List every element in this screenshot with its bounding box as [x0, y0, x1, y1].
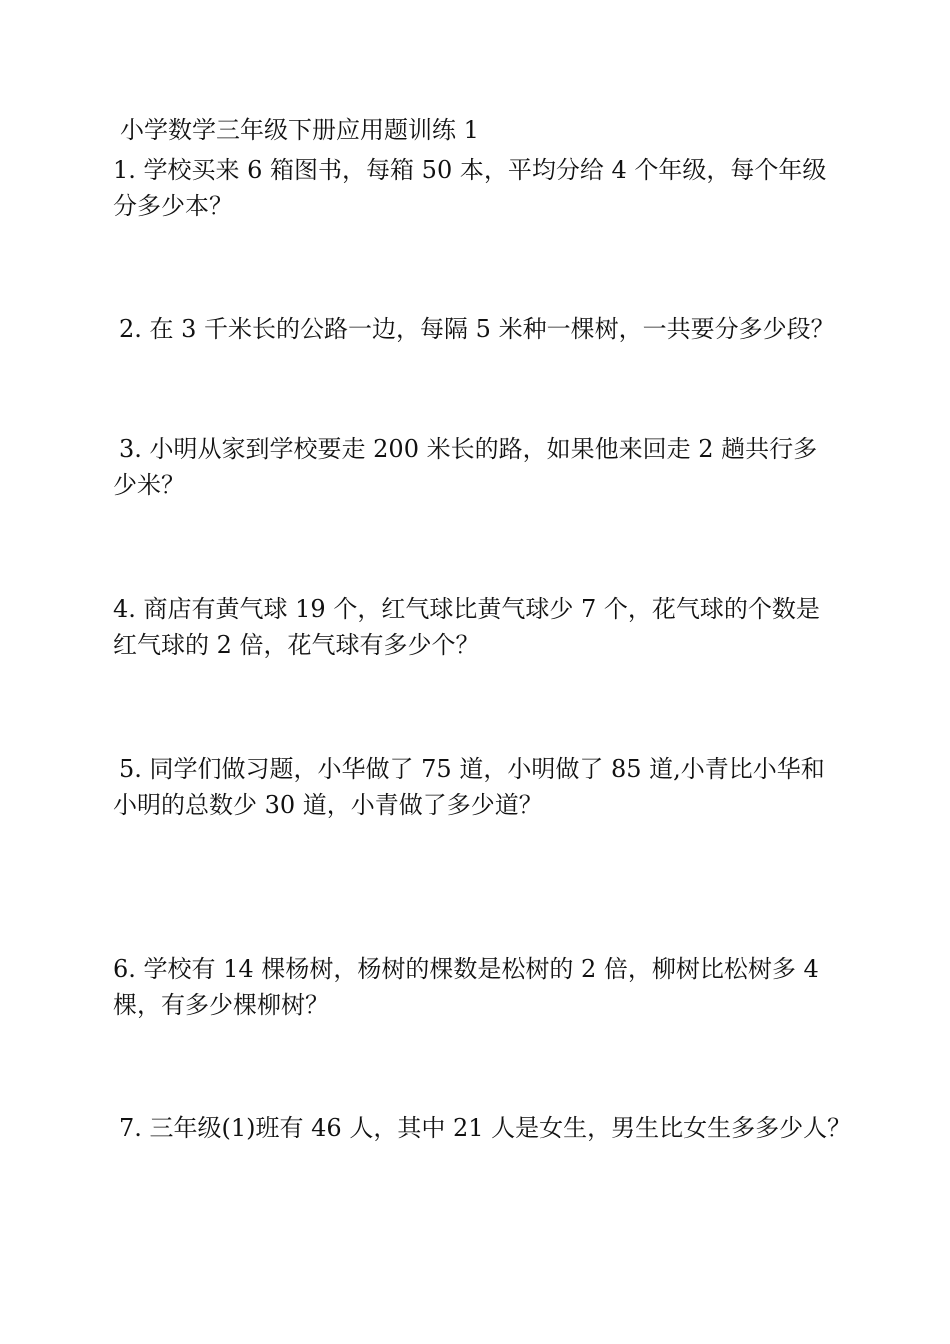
question-2-line-1: 2. 在 3 千米长的公路一边，每隔 5 米种一棵树，一共要分多少段？	[119, 315, 835, 343]
question-7	[113, 1110, 852, 1146]
question-2	[113, 311, 843, 347]
question-6	[113, 951, 843, 1023]
question-1-line-1: 1. 学校买来 6 箱图书，每箱 50 本，平均分给 4 个年级，每个年级	[113, 156, 827, 184]
question-3-line-1: 3. 小明从家到学校要走 200 米长的路，如果他来回走 2 趟共行多	[119, 435, 818, 463]
question-1-line-2: 分多少本？	[113, 192, 233, 220]
question-1	[113, 152, 843, 224]
question-5	[113, 751, 843, 823]
question-5-line-2: 小明的总数少 30 道，小青做了多少道？	[113, 791, 543, 819]
question-4	[113, 591, 843, 663]
question-3-line-2: 少米？	[113, 471, 185, 499]
question-6-line-2: 棵，有多少棵柳树？	[113, 991, 329, 1019]
question-4-line-1: 4. 商店有黄气球 19 个，红气球比黄气球少 7 个，花气球的个数是	[113, 595, 820, 623]
question-6-line-1: 6. 学校有 14 棵杨树，杨树的棵数是松树的 2 倍，柳树比松树多 4	[113, 955, 819, 983]
question-5-line-1: 5. 同学们做习题，小华做了 75 道，小明做了 85 道,小青比小华和	[119, 755, 825, 783]
page-title: 小学数学三年级下册应用题训练 1	[120, 116, 479, 144]
question-3	[113, 431, 843, 503]
question-4-line-2: 红气球的 2 倍，花气球有多少个？	[113, 631, 480, 659]
question-7-line-1: 7. 三年级(1)班有 46 人，其中 21 人是女生，男生比女生多多少人？	[119, 1114, 852, 1142]
